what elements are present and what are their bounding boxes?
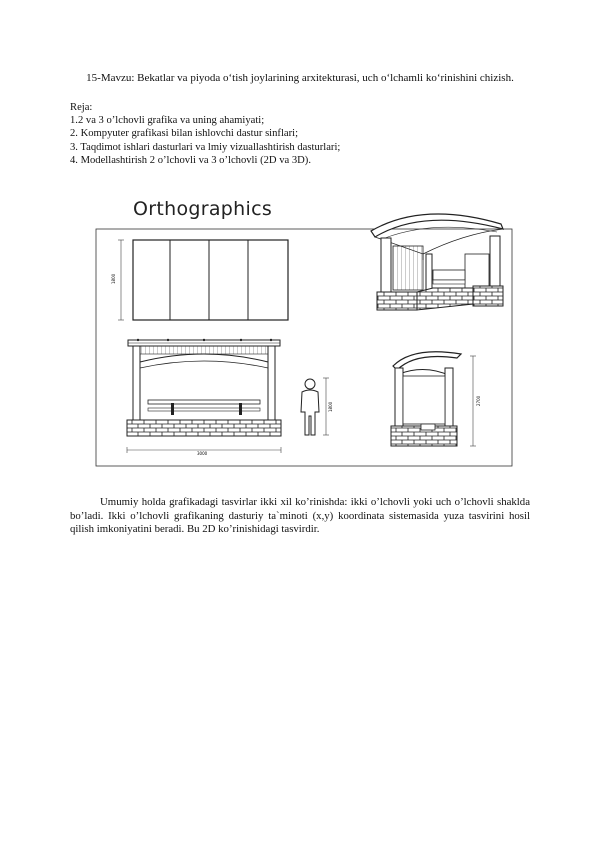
side-height-label: 2700 [476, 395, 481, 406]
plan-item: 4. Modellashtirish 2 o’lchovli va 3 o’lchovli (2D va 3D). [70, 154, 311, 166]
figure-title: Orthographics [133, 198, 273, 220]
document-title: 15-Mavzu: Bekatlar va piyoda o‘tish joylarining arxitekturasi, uch o‘lchamli ko‘rinishini chizish. [86, 72, 514, 84]
side-elevation [391, 352, 481, 446]
body-paragraph: Umumiy holda grafikadagi tasvirlar ikki xil ko’rinishda: ikki o’lchovli yoki uch o’lchovli shaklda bo’ladi. Ikki o’lchovli grafikaning dasturiy ta`minoti (x,y) koordinata sistemasida yuza tasvirini hosil qilish imkoniyatini beradi. Bu 2D ko’rinishidagi tasvirdir. [70, 496, 530, 536]
person-height-label: 1800 [328, 401, 333, 412]
bus-shelter-drawing [93, 196, 513, 470]
plan-item: 3. Taqdimot ishlari dasturlari va lmiy vizuallashtirish dasturlari; [70, 141, 341, 153]
plan-item: 1.2 va 3 o’lchovli grafika va uning ahamiyati; [70, 115, 265, 127]
plan-item: 2. Kompyuter grafikasi bilan ishlovchi dastur sinflari; [70, 128, 299, 140]
plan-view [111, 240, 288, 320]
front-elevation [127, 339, 281, 456]
orthographics-figure [93, 196, 513, 470]
person-scale-figure [301, 378, 333, 435]
front-width-label: 3000 [197, 451, 208, 456]
plan-height-label: 1800 [111, 273, 116, 284]
perspective-view [371, 214, 503, 310]
plan-heading: Reja: [70, 102, 93, 113]
lesson-plan [70, 101, 540, 167]
